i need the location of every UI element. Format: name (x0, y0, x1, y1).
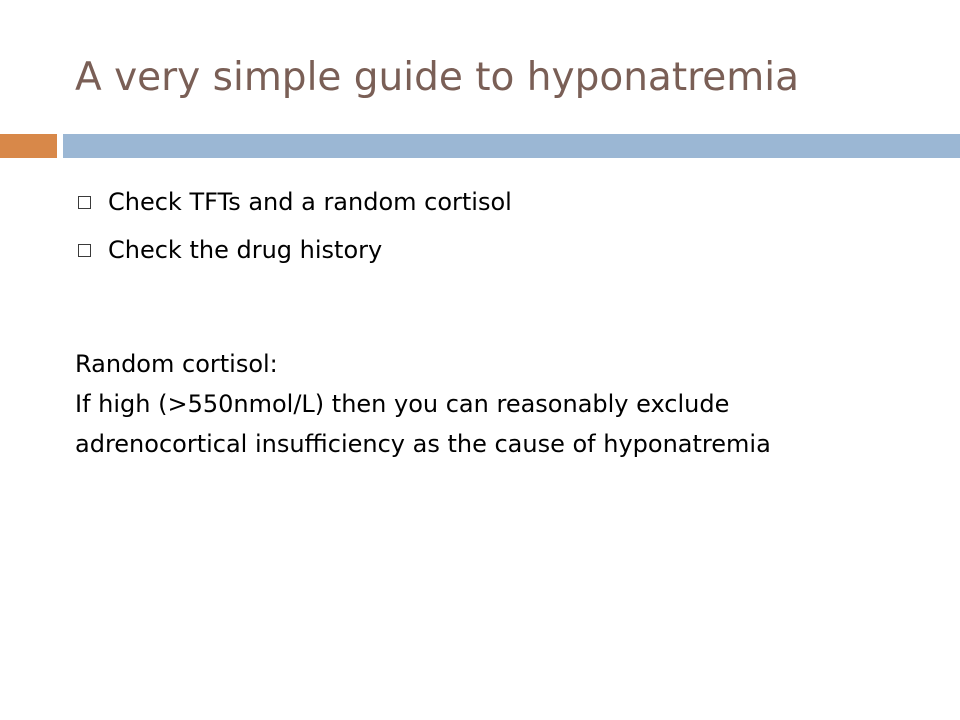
square-bullet-icon (78, 196, 91, 209)
slide-title: A very simple guide to hyponatremia (75, 55, 800, 100)
bullet-text: Check the drug history (108, 236, 383, 264)
bullet-item-drug-history (78, 226, 512, 274)
paragraph-random-cortisol-heading: Random cortisol: (75, 350, 278, 378)
bullet-item-check-tfts (78, 178, 512, 226)
square-bullet-icon (78, 244, 91, 257)
body-text (75, 344, 895, 464)
bullet-text: Check TFTs and a random cortisol (108, 188, 512, 216)
title-accent-bar-right (63, 134, 960, 158)
title-accent-bar-left (0, 134, 57, 158)
bullet-list (78, 178, 512, 274)
paragraph-cortisol-interpretation: If high (>550nmol/L) then you can reasonably exclude adrenocortical insufficiency as the cause of hyponatremia (75, 390, 771, 458)
